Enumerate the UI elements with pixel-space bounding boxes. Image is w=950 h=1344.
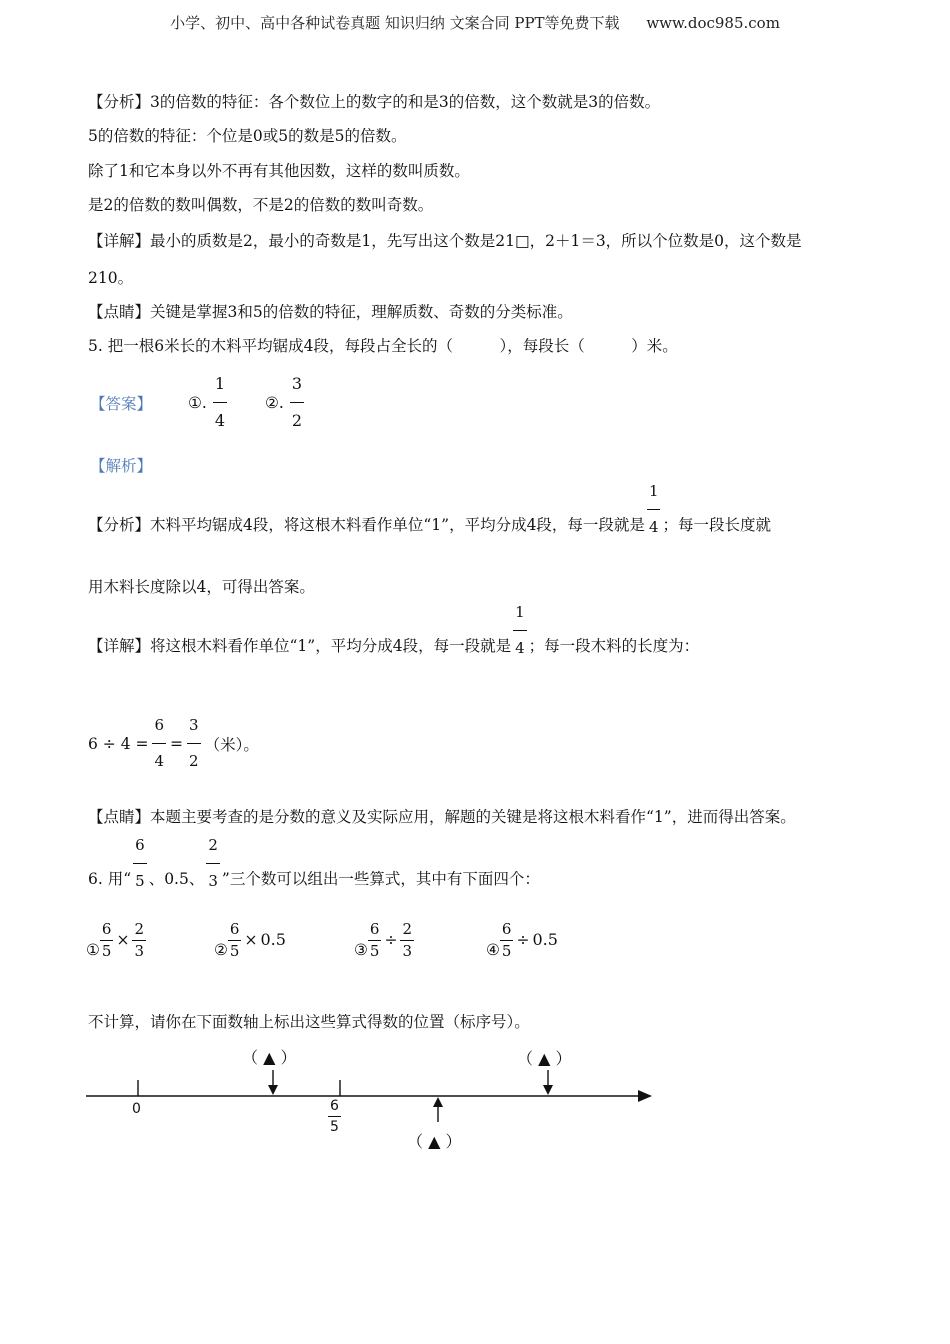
q5-detail-b: ；每一段木料的长度为： [528, 637, 700, 655]
answer-2-fraction: $\frac{3}{2}$ [291, 374, 303, 430]
calc-left: 6 ÷ 4 = [88, 734, 149, 753]
q6-fraction-1: $\frac{6}{5}$ [135, 836, 145, 890]
answer-2-marker: ②. [265, 393, 284, 412]
six-fifths-label: $\frac{6}{5}$ [330, 1098, 339, 1135]
expr-1-fraction-a: $\frac{6}{5}$ [101, 920, 112, 960]
q4-analysis-1: 【分析】3的倍数的特征：各个数位上的数字的和是3的倍数，这个数就是3的倍数。 [88, 93, 661, 111]
page-header [0, 12, 950, 33]
expr-1-fraction-b: $\frac{2}{3}$ [134, 920, 144, 960]
expr-2-marker: ② [214, 941, 228, 959]
answer-label: 【答案】 [90, 394, 153, 413]
expr-4-marker: ④ [486, 941, 500, 959]
q5-calculation [88, 718, 259, 769]
q4-detail-2: 210。 [88, 269, 134, 287]
expr-1-operator: × [116, 931, 130, 949]
q6-instruction: 不计算，请你在下面数轴上标出这些算式得数的位置（标序号）。 [88, 1013, 530, 1031]
answer-box-right[interactable]: （ ▲ ） [517, 1049, 572, 1068]
expr-2-decimal: 0.5 [260, 930, 286, 949]
expr-3-operator: ÷ [384, 931, 398, 949]
q5-detail-a: 【详解】将这根木料看作单位“1”，平均分成4段，每一段就是 [88, 637, 512, 655]
q4-analysis-2: 5的倍数的特征：个位是0或5的数是5的倍数。 [88, 127, 407, 145]
answer-1-fraction: $\frac{1}{4}$ [214, 374, 226, 430]
expr-1-marker: ① [86, 941, 100, 959]
expr-3-fraction-b: $\frac{2}{3}$ [402, 920, 412, 960]
bottom-up-arrowhead [433, 1097, 443, 1107]
calc-fraction-2: $\frac{3}{2}$ [189, 716, 199, 770]
calc-eq: = [170, 734, 184, 753]
q5-answer [90, 376, 304, 429]
q6-question-b: 、0.5、 [148, 870, 205, 888]
answer-box-left[interactable]: （ ▲ ） [242, 1048, 297, 1067]
expr-3-fraction-a: $\frac{6}{5}$ [369, 920, 380, 960]
q5-analysis-c: 用木料长度除以4，可得出答案。 [88, 578, 315, 596]
q5-analysis-a: 【分析】木料平均锯成4段，将这根木料看作单位“1”，平均分成4段，每一段就是 [88, 516, 645, 534]
calc-unit: （米）。 [204, 735, 259, 754]
q5-question: 5. 把一根6米长的木料平均锯成4段，每段占全长的（ ），每段长（ ）米。 [88, 337, 678, 355]
right-down-arrowhead [543, 1085, 553, 1095]
expr-3-marker: ③ [354, 941, 368, 959]
expr-4-operator: ÷ [516, 931, 530, 949]
answer-box-bottom[interactable]: （ ▲ ） [407, 1132, 462, 1151]
q5-analysis-b: ；每一段长度就 [662, 516, 771, 534]
jiexi-label: 【解析】 [90, 457, 153, 475]
expression-2 [214, 922, 286, 959]
expr-2-operator: × [244, 931, 258, 949]
q5-analysis [88, 484, 771, 535]
answer-1-marker: ①. [188, 393, 207, 412]
q4-comment: 【点睛】关键是掌握3和5的倍数的特征，理解质数、奇数的分类标准。 [88, 303, 573, 321]
q4-analysis-3: 除了1和它本身以外不再有其他因数，这样的数叫质数。 [88, 162, 470, 180]
q6-fraction-2: $\frac{2}{3}$ [208, 836, 218, 890]
q5-detail-fraction: $\frac{1}{4}$ [515, 603, 525, 657]
expr-4-fraction-a: $\frac{6}{5}$ [501, 920, 512, 960]
q4-detail-1: 【详解】最小的质数是2，最小的奇数是1，先写出这个数是21□，2＋1＝3，所以个位数是0，这个数是 [88, 232, 802, 250]
number-line-arrowhead [638, 1090, 652, 1102]
q5-analysis-fraction: $\frac{1}{4}$ [648, 482, 659, 536]
q4-analysis-4: 是2的倍数的数叫偶数，不是2的倍数的数叫奇数。 [88, 196, 434, 214]
q6-question [88, 838, 540, 889]
q6-question-c: ”三个数可以组出一些算式，其中有下面四个： [221, 870, 540, 888]
q6-question-a: 6. 用“ [88, 870, 132, 888]
zero-label: 0 [132, 1101, 141, 1117]
q5-detail [88, 605, 699, 656]
expression-4 [486, 922, 558, 959]
number-line [80, 1040, 680, 1160]
calc-fraction-1: $\frac{6}{4}$ [154, 716, 165, 770]
left-down-arrowhead [268, 1085, 278, 1095]
q5-comment: 【点睛】本题主要考查的是分数的意义及实际应用，解题的关键是将这根木料看作“1”，进而得出答案。 [88, 808, 796, 826]
expr-4-decimal: 0.5 [532, 930, 558, 949]
expression-3 [354, 922, 414, 959]
header-site[interactable]: www.doc985.com [646, 14, 780, 32]
header-text: 小学、初中、高中各种试卷真题 知识归纳 文案合同 PPT等免费下载 [170, 14, 620, 32]
expr-2-fraction-a: $\frac{6}{5}$ [229, 920, 240, 960]
expression-1 [86, 922, 146, 959]
